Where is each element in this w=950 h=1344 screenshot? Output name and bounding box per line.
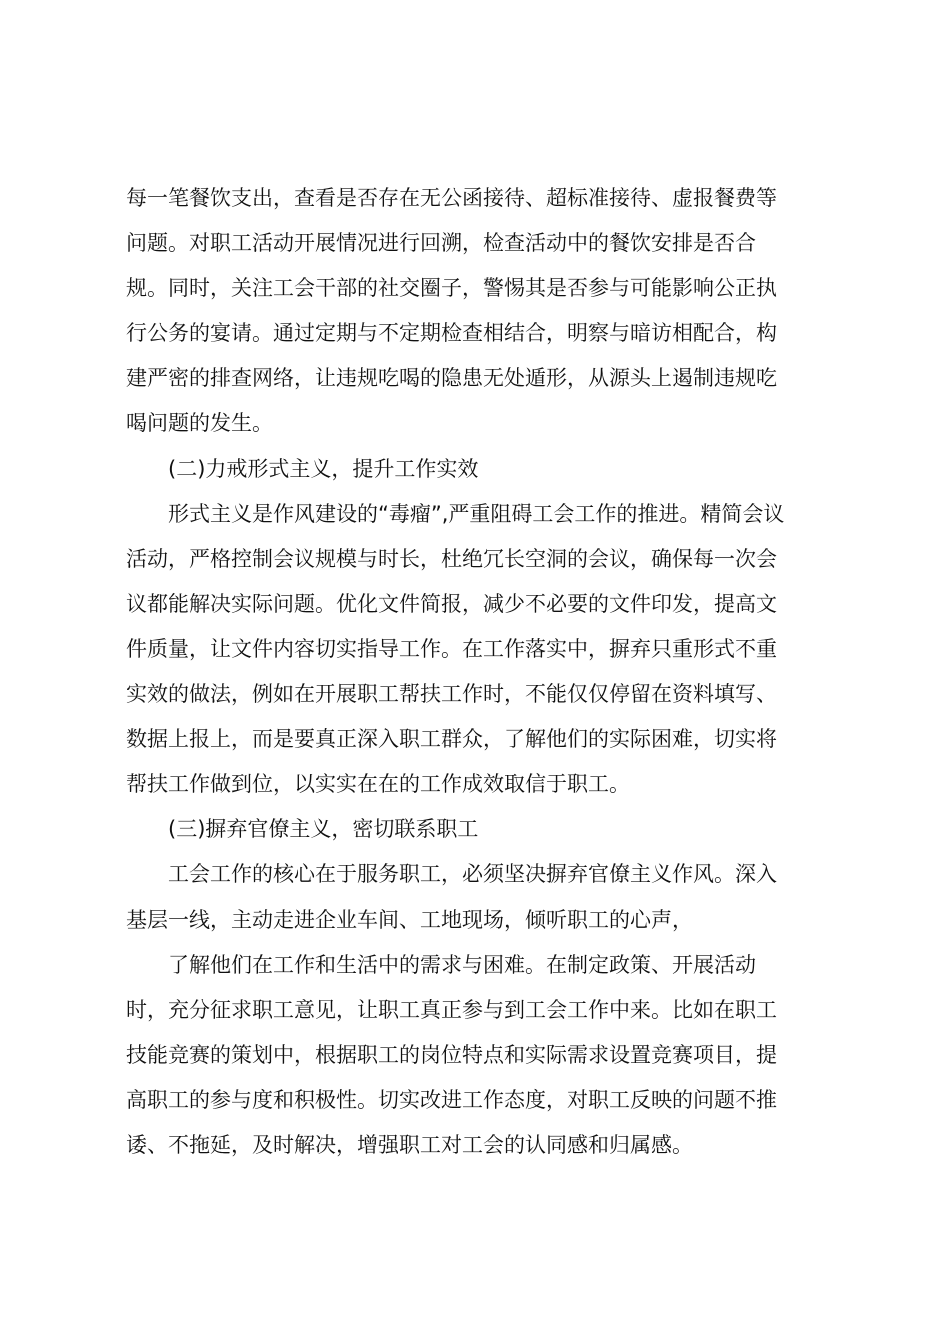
body-text	[126, 176, 836, 1168]
text-line: 诿、不拖延，及时解决，增强职工对工会的认同感和归属感。	[126, 1132, 693, 1157]
text-line: 帮扶工作做到位，以实实在在的工作成效取信于职工。	[126, 772, 630, 797]
paragraph-first-line: 工会工作的核心在于服务职工，必须坚决摒弃官僚主义作风。深入	[168, 862, 777, 887]
text-line: 基层一线，主动走进企业车间、工地现场，倾听职工的心声，	[126, 907, 693, 932]
text-line: 时，充分征求职工意见，让职工真正参与到工会工作中来。比如在职工	[126, 997, 777, 1022]
text-line: 议都能解决实际问题。优化文件简报，减少不必要的文件印发，提高文	[126, 591, 777, 616]
text-line: 技能竞赛的策划中，根据职工的岗位特点和实际需求设置竞赛项目，提	[126, 1042, 777, 1067]
text-line: 件质量，让文件内容切实指导工作。在工作落实中，摒弃只重形式不重	[126, 636, 777, 661]
text-line: 问题。对职工活动开展情况进行回溯，检查活动中的餐饮安排是否合	[126, 231, 756, 256]
text-line: 行公务的宴请。通过定期与不定期检查相结合，明察与暗访相配合，构	[126, 321, 777, 346]
text-line: 喝问题的发生。	[126, 411, 273, 436]
text-line: 规。同时，关注工会干部的社交圈子，警惕其是否参与可能影响公正执	[126, 276, 777, 301]
text-line: 建严密的排查网络，让违规吃喝的隐患无处遁形，从源头上遏制违规吃	[126, 366, 777, 391]
text-line: 数据上报上，而是要真正深入职工群众，了解他们的实际困难，切实将	[126, 727, 777, 752]
text-line: 活动，严格控制会议规模与时长，杜绝冗长空洞的会议，确保每一次会	[126, 546, 777, 571]
text-line: 实效的做法，例如在开展职工帮扶工作时，不能仅仅停留在资料填写、	[126, 682, 777, 707]
text-line: 每一笔餐饮支出，查看是否存在无公函接待、超标准接待、虚报餐费等	[126, 186, 777, 210]
paragraph-first-line: 形式主义是作风建设的“毒瘤”,严重阻碍工会工作的推进。精简会议	[168, 501, 785, 526]
text-line: 高职工的参与度和积极性。切实改进工作态度，对职工反映的问题不推	[126, 1087, 777, 1112]
section-heading: (三)摒弃官僚主义，密切联系职工	[168, 817, 479, 842]
section-heading: (二)力戒形式主义，提升工作实效	[168, 456, 479, 481]
paragraph-first-line: 了解他们在工作和生活中的需求与困难。在制定政策、开展活动	[168, 952, 756, 977]
